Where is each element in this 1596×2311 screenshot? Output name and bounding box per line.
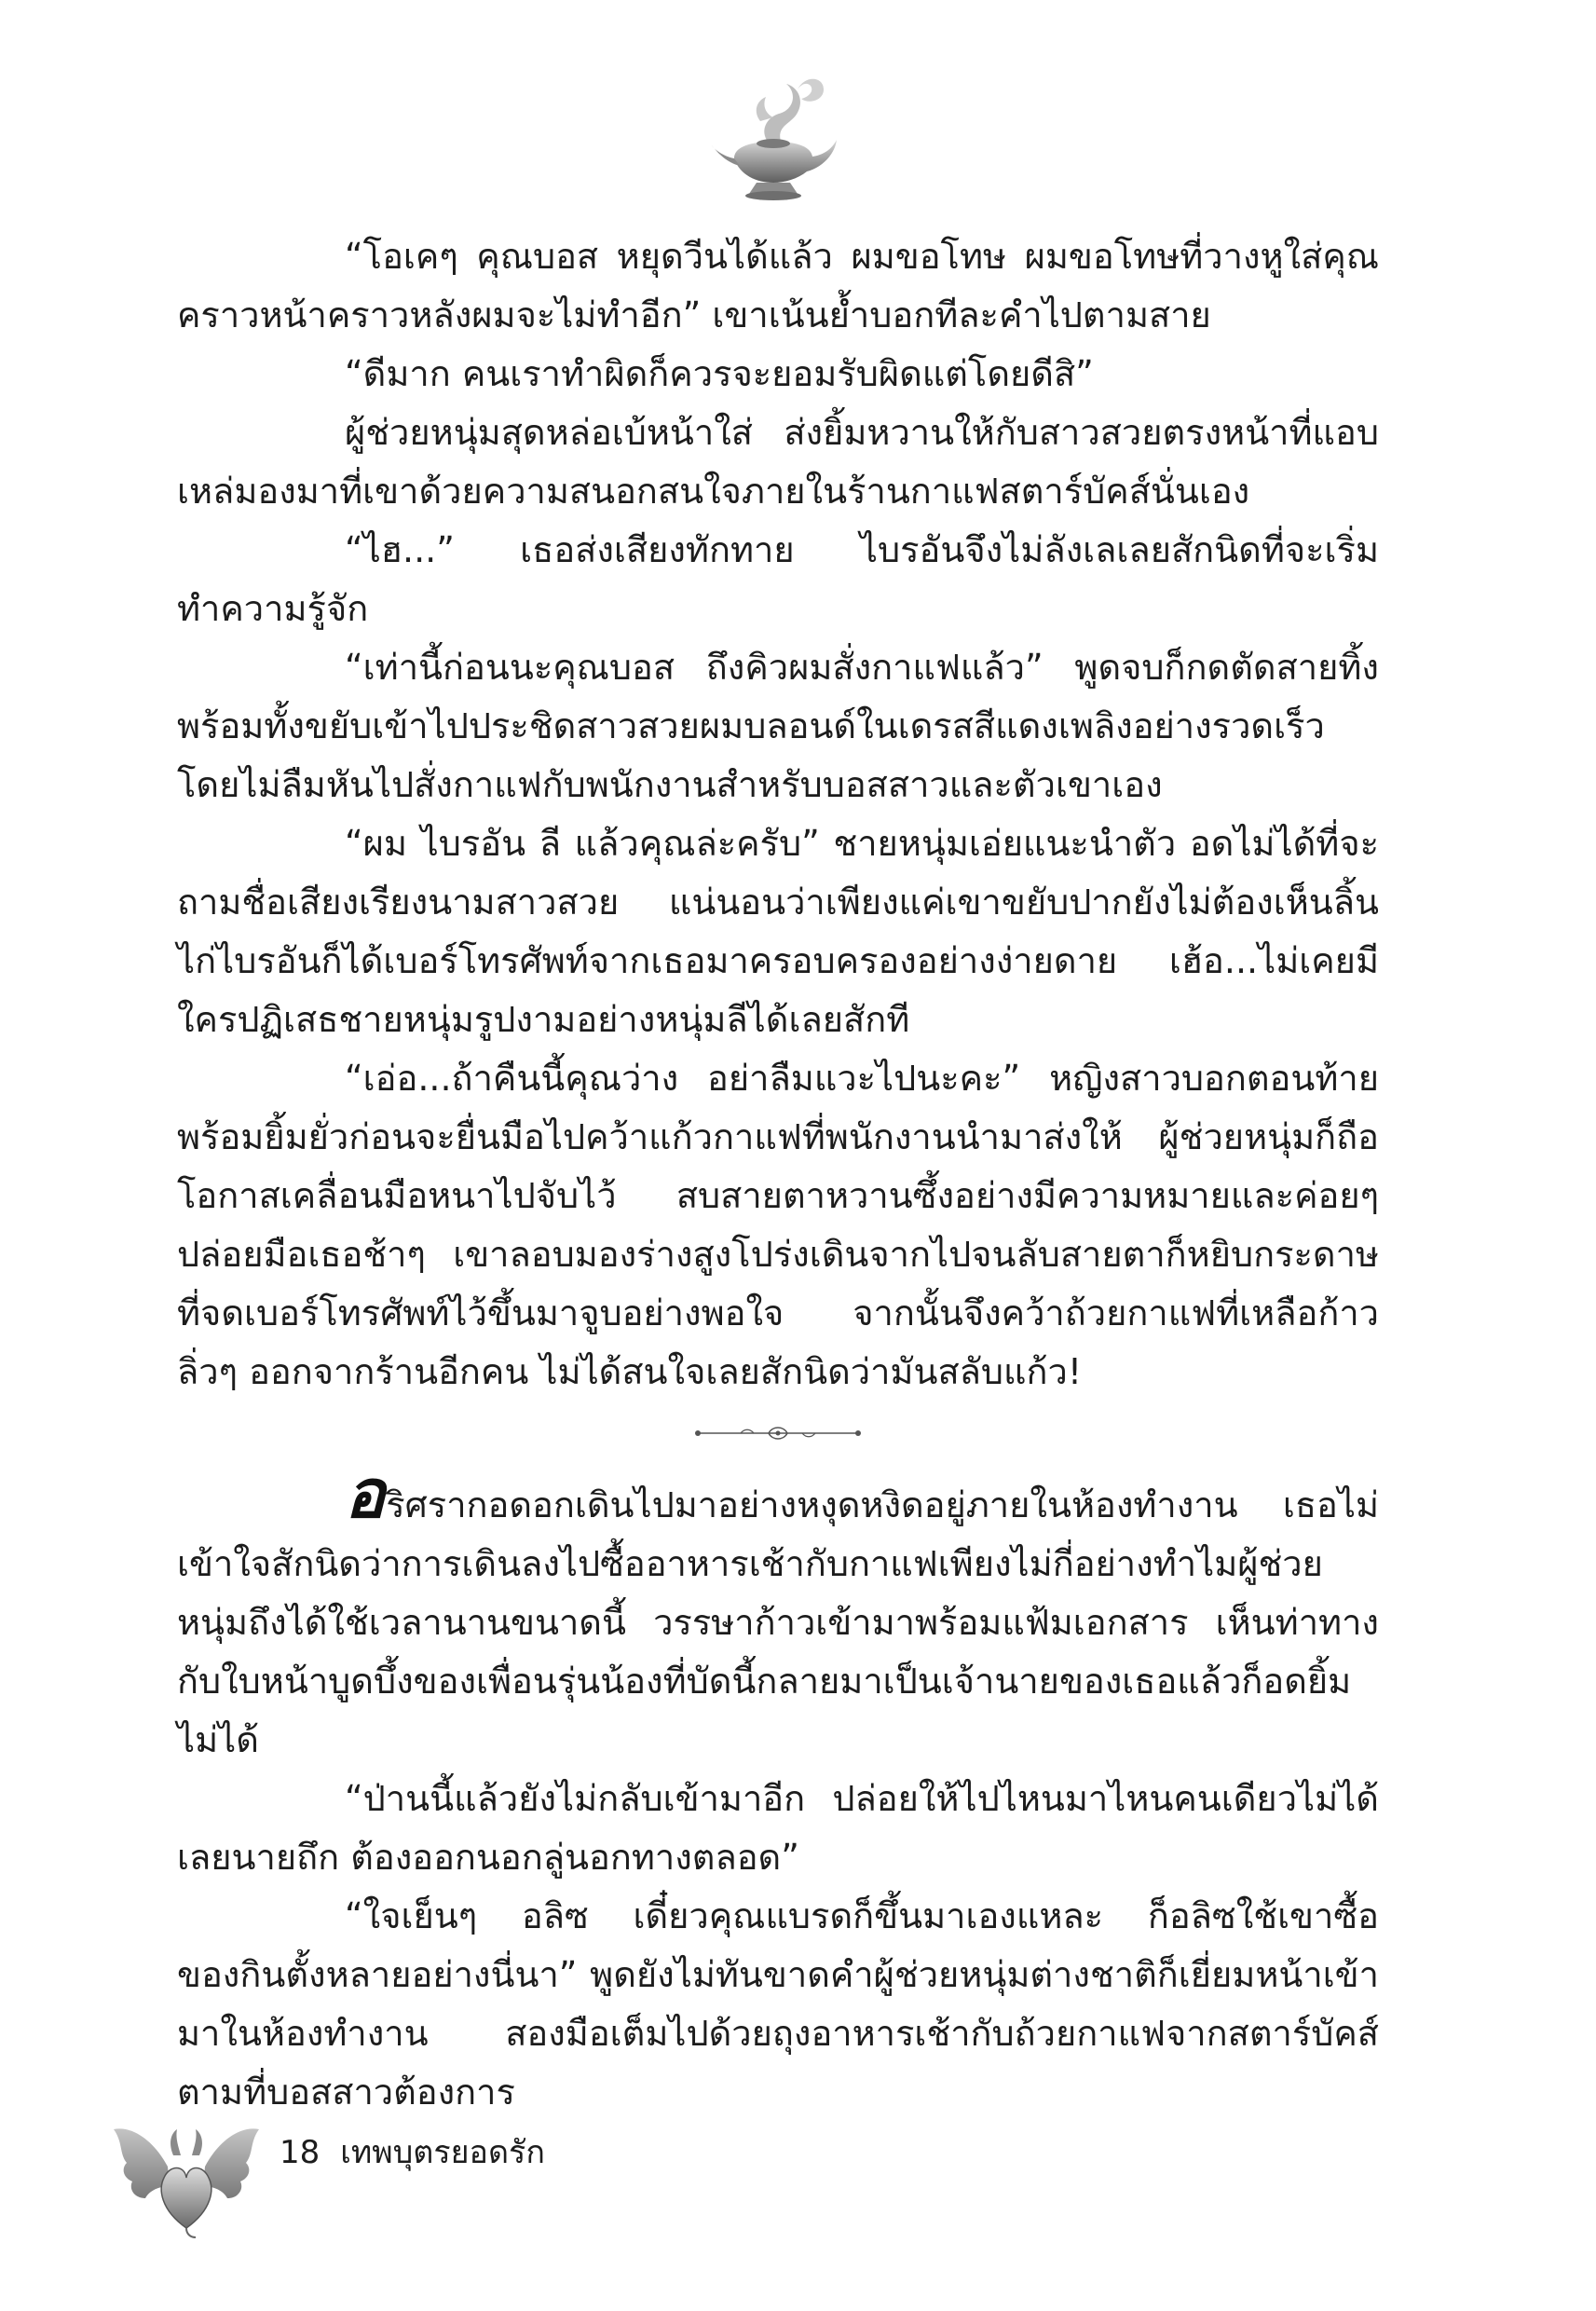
paragraph: “ป่านนี้แล้วยังไม่กลับเข้ามาอีก ปล่อยให้ไปไหนมาไหนคนเดียวไม่ได้เลยนายถึก ต้องออกนอกลู่นอกทางตลอด” [177, 1778, 1379, 1878]
paragraph: “ไฮ...” เธอส่งเสียงทักทาย ไบรอันจึงไม่ลังเลเลยสักนิดที่จะเริ่มทำความรู้จัก [177, 529, 1379, 629]
paragraph: “ใจเย็นๆ อลิซ เดี๋ยวคุณแบรดก็ขึ้นมาเองแหละ ก็อลิซใช้เขาซื้อของกินตั้งหลายอย่างนี่นา” พูดยังไม่ทันขาดคำผู้ช่วยหนุ่มต่างชาติก็เยี่ยมหน้าเข้ามาในห้องทำงาน สองมือเต็มไปด้วยถุงอาหารเช้ากับถ้วยกาแฟจากสตาร์บัคส์ตามที่บอสสาวต้องการ [177, 1895, 1379, 2113]
body-text [177, 227, 1379, 2122]
paragraph: “เท่านี้ก่อนนะคุณบอส ถึงคิวผมสั่งกาแฟแล้ว” พูดจบก็กดตัดสายทิ้งพร้อมทั้งขยับเข้าไปประชิดสาวสวยผมบลอนด์ในเดรสสีแดงเพลิงอย่างรวดเร็ว โดยไม่ลืมหันไปสั่งกาแฟกับพนักงานสำหรับบอสสาวและตัวเขาเอง [177, 647, 1379, 805]
paragraph: “ผม ไบรอัน ลี แล้วคุณล่ะครับ” ชายหนุ่มเอ่ยแนะนำตัว อดไม่ได้ที่จะถามชื่อเสียงเรียงนามสาวสวย แน่นอนว่าเพียงแค่เขาขยับปากยังไม่ต้องเห็นลิ้นไก่ไบรอันก็ได้เบอร์โทรศัพท์จากเธอมาครอบครองอย่างง่ายดาย เฮ้อ...ไม่เคยมีใครปฏิเสธชายหนุ่มรูปงามอย่างหนุ่มลีได้เลยสักที [177, 823, 1379, 1040]
section-divider-icon [685, 1420, 871, 1446]
paragraph-dropcap [177, 1454, 1379, 1770]
paragraph: ผู้ช่วยหนุ่มสุดหล่อเบ้หน้าใส่ ส่งยิ้มหวานให้กับสาวสวยตรงหน้าที่แอบเหล่มองมาที่เขาด้วยความสนอกสนใจภายในร้านกาแฟสตาร์บัคส์นั่นเอง [177, 412, 1379, 512]
winged-heart-icon [112, 2101, 261, 2241]
paragraph: “โอเคๆ คุณบอส หยุดวีนได้แล้ว ผมขอโทษ ผมขอโทษที่วางหูใส่คุณคราวหน้าคราวหลังผมจะไม่ทำอีก” เขาเน้นย้ำบอกทีละคำไปตามสาย [177, 236, 1379, 335]
paragraph: “ดีมาก คนเราทำผิดก็ควรจะยอมรับผิดแต่โดยดีสิ” [345, 353, 1094, 394]
book-title: เทพบุตรยอดรัก [340, 2134, 545, 2171]
paragraph-text: ริศรากอดอกเดินไปมาอย่างหงุดหงิดอยู่ภายในห้องทำงาน เธอไม่เข้าใจสักนิดว่าการเดินลงไปซื้ออาหารเช้ากับกาแฟเพียงไม่กี่อย่างทำไมผู้ช่วยหนุ่มถึงได้ใช้เวลานานขนาดนี้ วรรษาก้าวเข้ามาพร้อมแฟ้มเอกสาร เห็นท่าทางกับใบหน้าบูดบึ้งของเพื่อนรุ่นน้องที่บัดนี้กลายมาเป็นเจ้านายของเธอแล้วก็อดยิ้มไม่ได้ [177, 1484, 1379, 1760]
page-number: 18 [280, 2134, 321, 2171]
paragraph: “เอ่อ...ถ้าคืนนี้คุณว่าง อย่าลืมแวะไปนะคะ” หญิงสาวบอกตอนท้ายพร้อมยิ้มยั่วก่อนจะยื่นมือไปคว้าแก้วกาแฟที่พนักงานนำมาส่งให้ ผู้ช่วยหนุ่มก็ถือโอกาสเคลื่อนมือหนาไปจับไว้ สบสายตาหวานซึ้งอย่างมีความหมายและค่อยๆ ปล่อยมือเธอช้าๆ เขาลอบมองร่างสูงโปร่งเดินจากไปจนลับสายตาก็หยิบกระดาษที่จดเบอร์โทรศัพท์ไว้ขึ้นมาจูบอย่างพอใจ จากนั้นจึงคว้าถ้วยกาแฟที่เหลือก้าวลิ่วๆ ออกจากร้านอีกคน ไม่ได้สนใจเลยสักนิดว่ามันสลับแก้ว! [177, 1058, 1379, 1392]
genie-lamp-icon [708, 65, 839, 205]
drop-cap: อ [345, 1454, 387, 1533]
page-footer [280, 2134, 545, 2171]
